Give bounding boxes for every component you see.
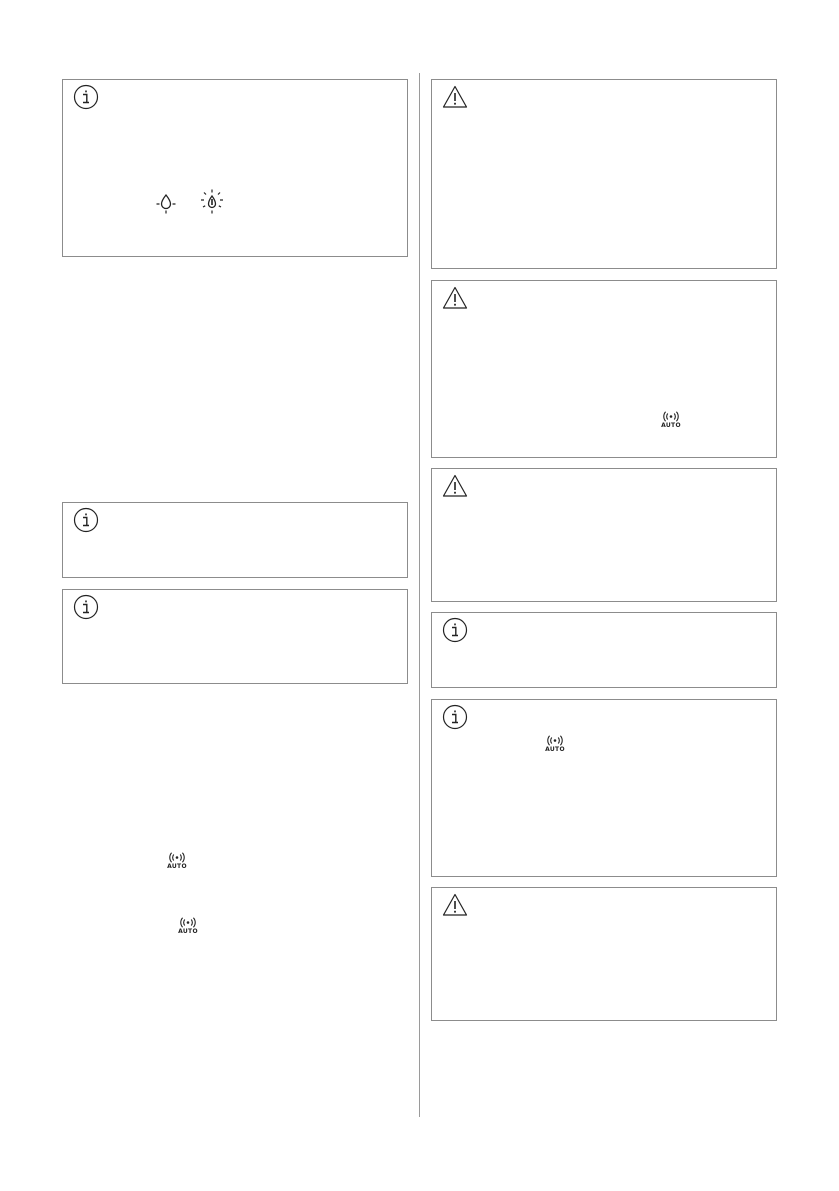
info-icon: [73, 507, 99, 533]
auto-label: AUTO: [661, 422, 681, 429]
info-icon: [73, 594, 99, 620]
info-box-5: [431, 699, 777, 877]
light-bulb-icon: [155, 191, 177, 215]
light-bulb-on-icon: [199, 188, 225, 216]
auto-wireless-icon: [173, 917, 203, 939]
warning-box-2: [431, 280, 777, 458]
auto-wireless-icon: [540, 735, 570, 757]
warning-box-3: [431, 468, 777, 602]
column-divider: [419, 73, 420, 1117]
warning-box-1: [431, 79, 777, 269]
warning-icon: [442, 473, 468, 499]
warning-box-4: [431, 887, 777, 1021]
warning-icon: [442, 84, 468, 110]
auto-wireless-icon: [656, 411, 686, 433]
info-box-3: [62, 589, 408, 684]
auto-wireless-icon: [162, 852, 192, 874]
auto-label: AUTO: [178, 928, 198, 935]
auto-label: AUTO: [167, 863, 187, 870]
info-box-1: [62, 79, 408, 257]
warning-icon: [442, 285, 468, 311]
info-icon: [442, 704, 468, 730]
info-icon: [73, 84, 99, 110]
warning-icon: [442, 892, 468, 918]
info-box-4: [431, 612, 777, 688]
info-box-2: [62, 502, 408, 578]
auto-label: AUTO: [545, 746, 565, 753]
info-icon: [442, 617, 468, 643]
